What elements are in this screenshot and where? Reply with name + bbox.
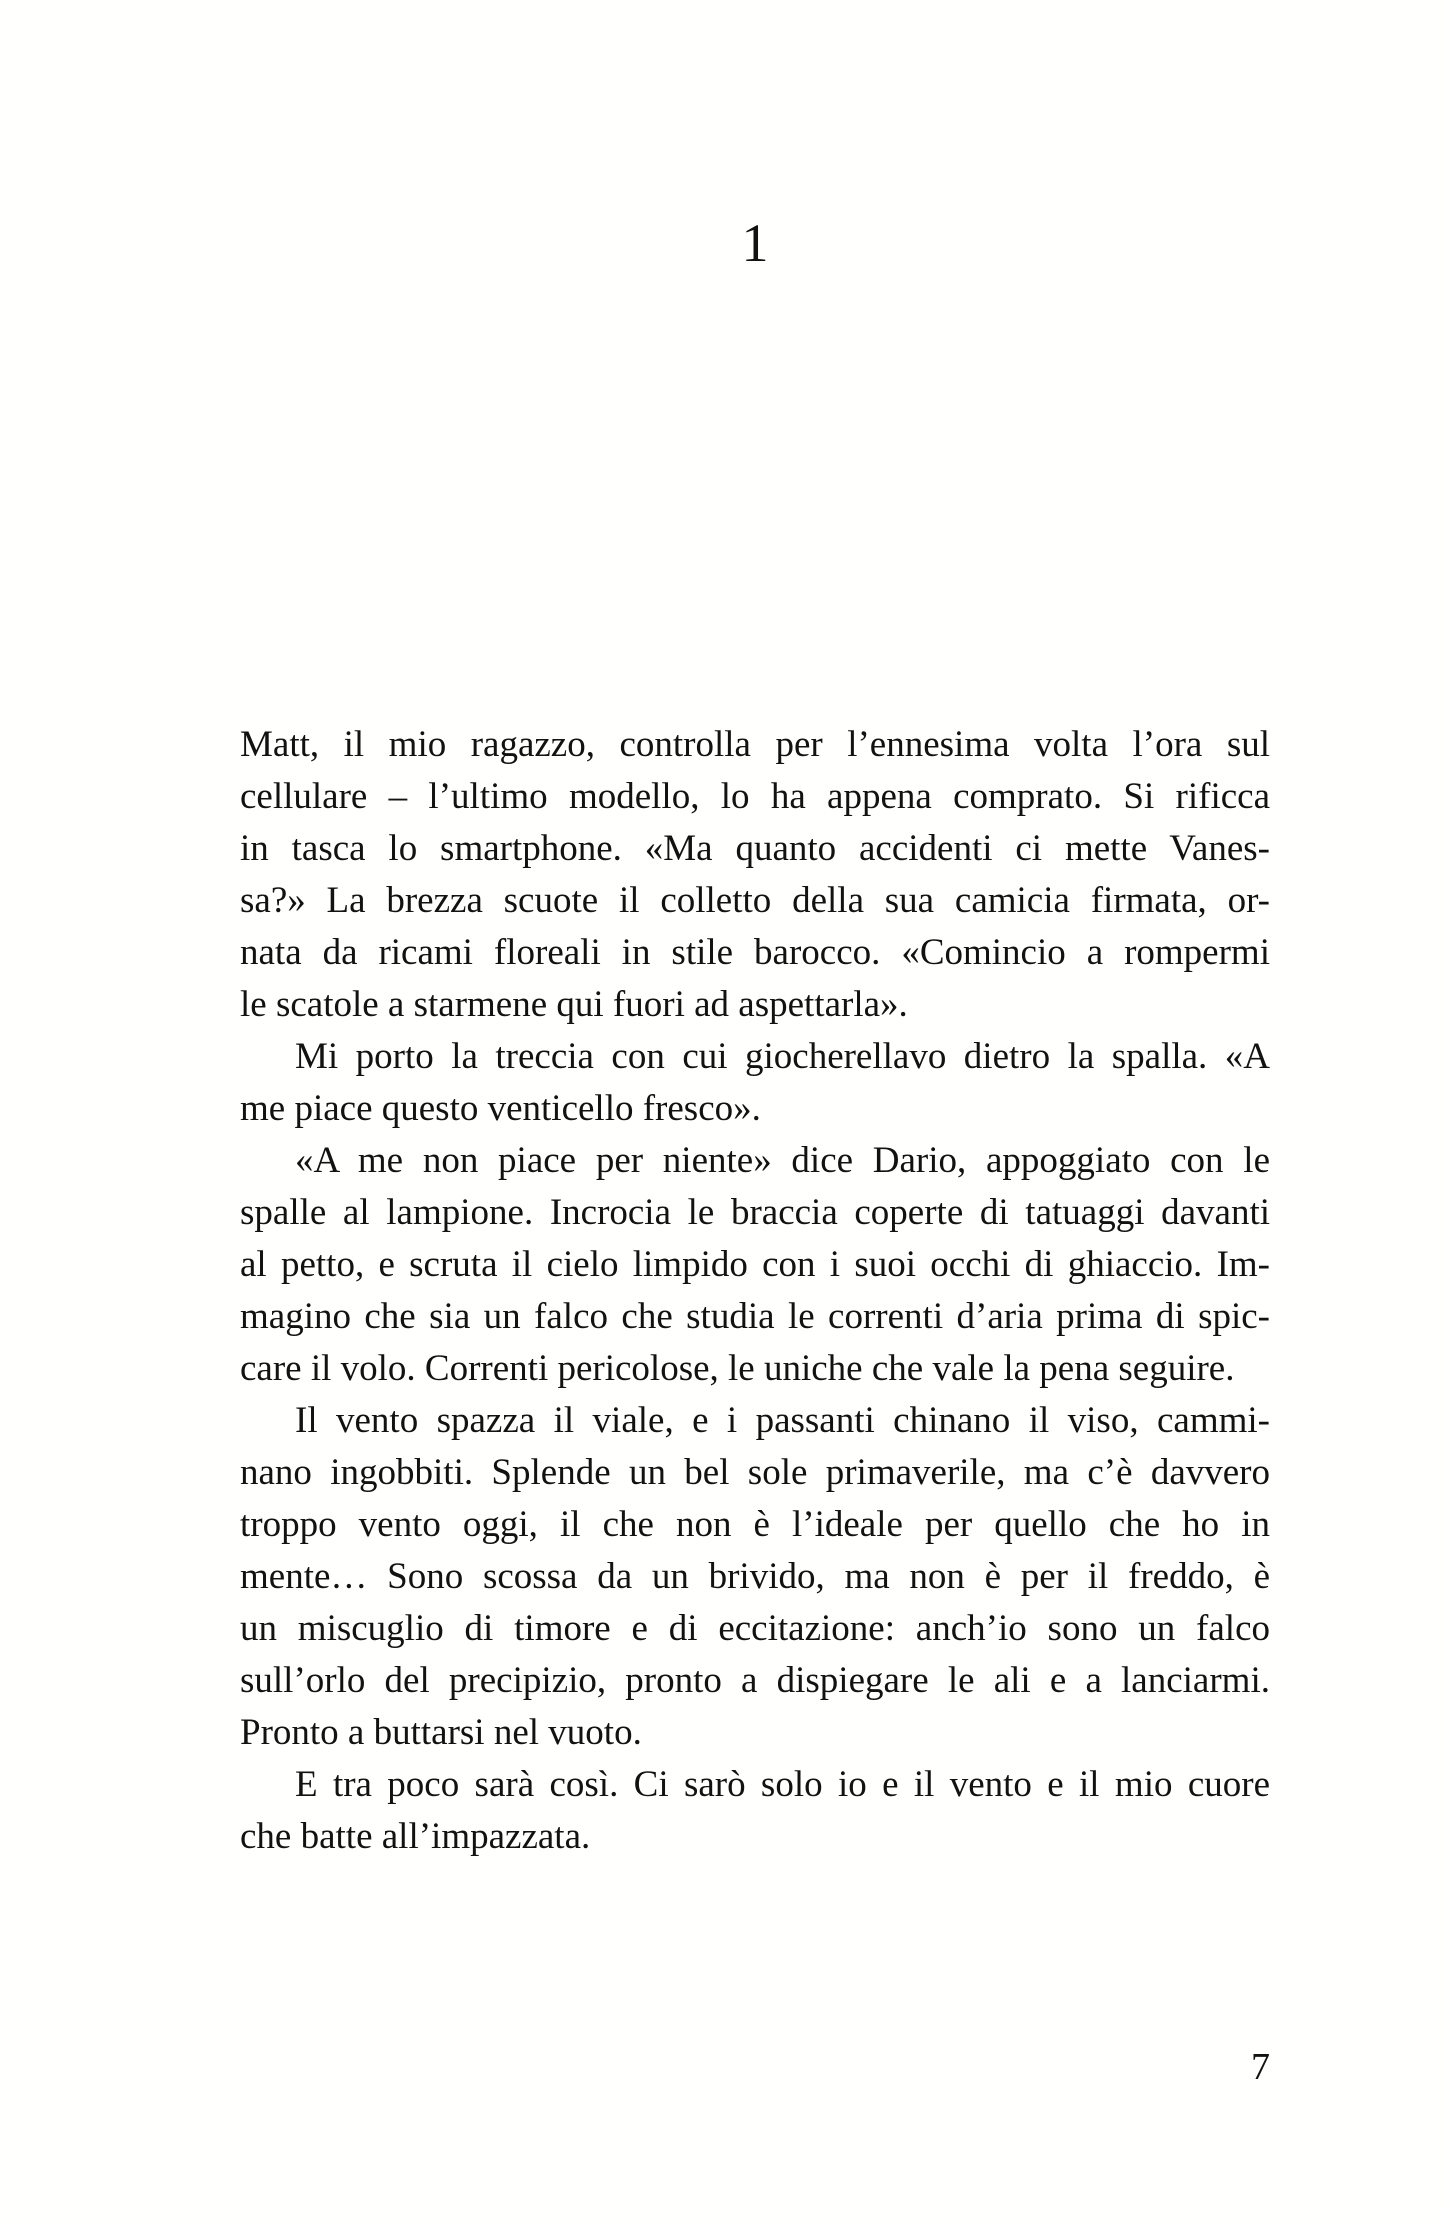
chapter-number: 1 [741, 213, 769, 273]
paragraph [240, 1031, 1270, 1135]
text-line: le scatole a starmene qui fuori ad aspettarla». [240, 984, 908, 1025]
text-block [240, 719, 1270, 1863]
text-line: troppo vento oggi, il che non è l’ideale per quello che ho in [240, 1504, 1270, 1545]
text-line: nano ingobbiti. Splende un bel sole primaverile, ma c’è davvero [240, 1452, 1270, 1493]
text-line: me piace questo venticello fresco». [240, 1088, 761, 1129]
text-line: «A me non piace per niente» dice Dario, appoggiato con le [295, 1140, 1270, 1181]
text-line: care il volo. Correnti pericolose, le uniche che vale la pena seguire. [240, 1348, 1235, 1389]
text-line: sull’orlo del precipizio, pronto a dispiegare le ali e a lanciarmi. [240, 1660, 1270, 1701]
text-line: che batte all’impazzata. [240, 1816, 591, 1857]
text-line: cellulare – l’ultimo modello, lo ha appena comprato. Si rificca [240, 776, 1270, 817]
text-line: nata da ricami floreali in stile barocco. «Comincio a rompermi [240, 932, 1270, 973]
text-line: spalle al lampione. Incrocia le braccia coperte di tatuaggi davanti [240, 1192, 1270, 1233]
text-line: Mi porto la treccia con cui giocherellavo dietro la spalla. «A [295, 1036, 1270, 1077]
text-line: Matt, il mio ragazzo, controlla per l’ennesima volta l’ora sul [240, 724, 1270, 765]
text-line: magino che sia un falco che studia le correnti d’aria prima di spic- [240, 1296, 1270, 1337]
page-number: 7 [1251, 2046, 1270, 2088]
paragraph [240, 1135, 1270, 1395]
paragraph [240, 719, 1270, 1031]
text-line: al petto, e scruta il cielo limpido con i suoi occhi di ghiaccio. Im- [240, 1244, 1270, 1285]
paragraph [240, 1395, 1270, 1759]
text-line: mente… Sono scossa da un brivido, ma non è per il freddo, è [240, 1556, 1270, 1597]
paragraph [240, 1759, 1270, 1863]
text-line: sa?» La brezza scuote il colletto della sua camicia firmata, or- [240, 880, 1270, 921]
text-line: E tra poco sarà così. Ci sarò solo io e il vento e il mio cuore [295, 1764, 1270, 1805]
text-line: Il vento spazza il viale, e i passanti chinano il viso, cammi- [295, 1400, 1270, 1441]
text-line: un miscuglio di timore e di eccitazione: anch’io sono un falco [240, 1608, 1270, 1649]
text-line: in tasca lo smartphone. «Ma quanto accidenti ci mette Vanes- [240, 828, 1270, 869]
text-line: Pronto a buttarsi nel vuoto. [240, 1712, 642, 1753]
